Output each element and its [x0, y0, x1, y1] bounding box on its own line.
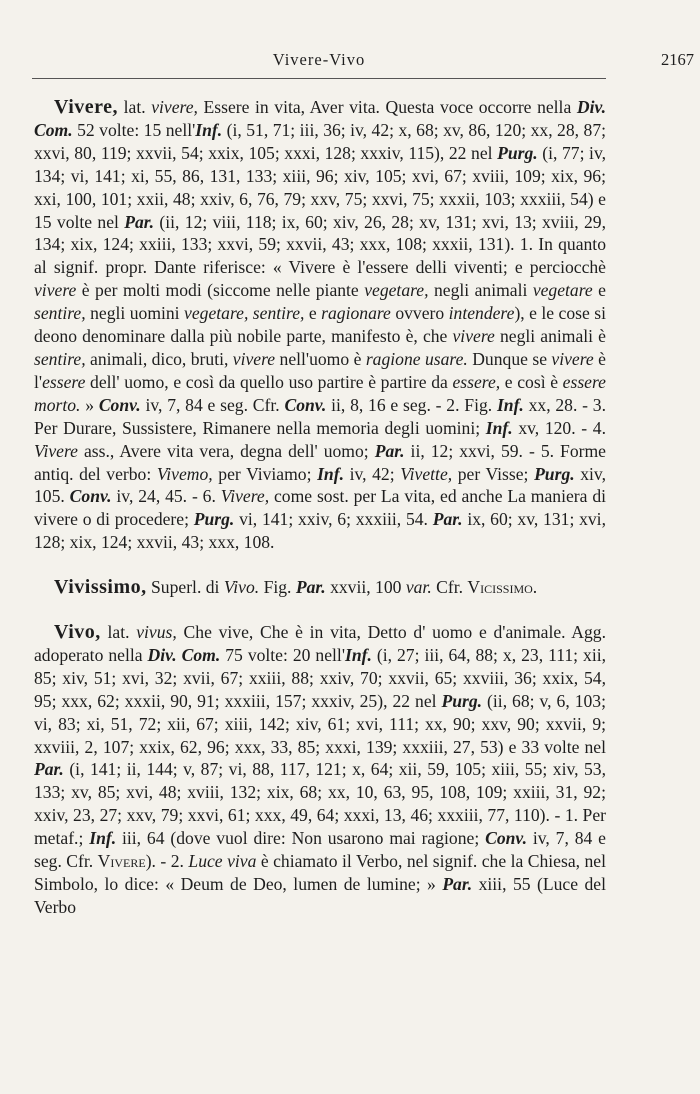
italic-term: Luce viva — [188, 851, 257, 872]
text-run: (ii, 68; v, 6, 103; vi, 83; xi, 51, 72; xii, 67; xiii, 142; xiv, 61; xvi, 111; xx, 90; xxv, 90; xxvii, 9; xxviii, 2, 107; xxix, 62, 96; xxx, 33, 85; xxxi, 139; xxxiii, 27, 53) e 33 volte nel — [34, 690, 606, 757]
text-run: come sost. per La vita, ed anche La maniera di vivere o di procedere; — [34, 486, 607, 530]
work-reference: Inf. — [317, 463, 344, 484]
italic-term: sentire, — [34, 348, 86, 369]
text-run: iv, 42; — [343, 463, 401, 484]
text-run: lat. — [118, 97, 152, 117]
text-run: nell'uomo è — [275, 348, 366, 369]
work-reference: Par. — [124, 211, 155, 232]
text-run: ix, 60; xv, 131; xvi, 128; xix, 124; xxvii, 43; xxx, 108. — [34, 509, 606, 553]
italic-term: Vivemo, — [156, 463, 213, 484]
italic-term: Vivo. — [223, 577, 260, 598]
text-run: dell' uomo, e così da quello uso partire è partire da — [85, 371, 453, 392]
italic-term: Vivere, — [220, 486, 270, 507]
text-run: xx, 28. - 3. Per Durare, Sussistere, Rimanere nella memoria degli uomini; — [34, 394, 607, 438]
italic-term: vivere — [34, 280, 77, 301]
text-run: xv, 120. - 4. — [512, 417, 606, 438]
page-header — [32, 50, 694, 79]
work-reference: Conv. — [485, 828, 527, 849]
work-reference: Inf. — [485, 417, 513, 438]
text-run: ), e le cose si deono denominare dalla più nobile parte, manifesto è, che — [34, 303, 606, 347]
work-reference: Conv. — [98, 394, 141, 415]
text-run: lat. — [100, 622, 137, 643]
text-run: iii, 64 (dove vuol dire: Non usarono mai ragione; — [116, 828, 486, 849]
work-reference: Inf. — [496, 394, 524, 415]
text-run: per Visse; — [452, 463, 535, 484]
cross-reference: Vicissimo. — [467, 577, 538, 598]
entry-body — [34, 97, 606, 552]
entry-vivissimo — [34, 576, 606, 599]
italic-term: ragione usare. — [365, 348, 468, 369]
italic-term: vegetare, sentire, — [184, 303, 305, 324]
entry-vivere — [34, 96, 606, 554]
work-reference: Inf. — [345, 644, 372, 665]
work-reference: Inf. — [89, 828, 117, 849]
headword: Vivere, — [54, 96, 119, 118]
text-run: ii, 8, 16 e seg. - 2. Fig. — [326, 394, 497, 415]
italic-term: intendere — [448, 303, 515, 324]
work-reference: Par. — [442, 874, 473, 894]
text-run: xxvii, 100 — [325, 577, 406, 598]
text-run: 52 volte: 15 nell' — [72, 119, 196, 140]
italic-term: vegetare, — [364, 280, 429, 301]
work-reference: Purg. — [441, 690, 483, 711]
text-run: Cfr. — [431, 577, 468, 598]
work-reference: Par. — [432, 509, 463, 530]
text-run: ovvero — [390, 303, 449, 324]
work-reference: Par. — [374, 440, 405, 461]
text-run: Dunque se — [467, 348, 552, 369]
italic-term: Vivette, — [400, 463, 453, 484]
text-run: iv, 7, 84 e seg. Cfr. — [34, 828, 606, 872]
text-run: e — [592, 280, 606, 301]
text-run: è l' — [34, 348, 606, 392]
italic-term: vivere — [452, 326, 495, 347]
italic-term: sentire, — [34, 303, 86, 324]
work-reference: Conv. — [284, 394, 327, 415]
text-run: (ii, 12; viii, 118; ix, 60; xiv, 26, 28; xv, 131; xvi, 13; xviii, 29, 134; xix, 124; xxiii, 133; xxvi, 59; xxvii, 43; xxx, 108; xxxii, 131). 1. In quanto al signif. propr. Dante riferisce: « Vivere è l'essere delli viventi; e perciocchè — [34, 211, 606, 278]
text-run: ass., Avere vita vera, degna dell' uomo; — [77, 440, 375, 461]
page-number: 2167 — [661, 50, 694, 69]
work-reference: Inf. — [195, 119, 223, 140]
text-run: (i, 27; iii, 64, 88; x, 23, 111; xii, 85; xiv, 51; xvi, 32; xvii, 67; xxiii, 88; xxiv, 70; xxvii, 65; xxviii, 36; xxix, 54, 95; xxx, 62; xxxii, 90, 91; xxxiii, 157; xxxiv, 25), 22 nel — [34, 644, 606, 711]
entry-body — [34, 622, 606, 917]
text-run: negli animali è — [494, 326, 606, 347]
italic-term: var. — [405, 577, 432, 598]
italic-term: vivus, — [136, 622, 177, 643]
text-run: Che vive, Che è in vita, Detto d' uomo e d'animale. Agg. adoperato nella — [34, 622, 606, 665]
work-reference: Par. — [34, 759, 64, 780]
text-run: ). - 2. — [145, 851, 189, 872]
text-run: (i, 77; iv, 134; vi, 141; xi, 55, 86, 131, 133; xiii, 96; xiv, 105; xvi, 67; xviii, 109; xix, 96; xxi, 100, 101; xxii, 48; xxiv, 6, 76, 79; xxv, 75; xxvi, 75; xxxii, 103; xxxiii, 54) e 15 volte nel — [34, 142, 606, 232]
work-reference: Div. Com. — [147, 644, 221, 665]
text-run: Fig. — [259, 577, 296, 598]
running-title: Vivere-Vivo — [272, 50, 366, 69]
text-run: e così è — [500, 371, 563, 392]
text-run: » — [80, 394, 99, 415]
text-run: xiv, 105. — [34, 463, 606, 507]
text-run: (i, 141; ii, 144; v, 87; vi, 88, 117, 121; x, 64; xii, 59, 105; xiii, 55; xiv, 53, 133; xv, 85; xvi, 48; xviii, 132; xix, 68; xx, 10, 63, 95, 108, 109; xxiii, 31, 92; xxiv, 23, 27; xxv, 79; xxvi, 61; xxx, 49, 64; xxxi, 13, 46; xxxiii, 77, 110). - 1. Per metaf.; — [34, 759, 606, 849]
cross-reference: Vivere — [97, 851, 146, 872]
text-run: e — [304, 303, 322, 324]
italic-term: Vivere — [34, 440, 78, 461]
headword: Vivo, — [54, 621, 101, 644]
headword: Vivissimo, — [54, 576, 147, 599]
italic-term: vivere, — [151, 97, 198, 117]
text-run: Superl. di — [146, 577, 224, 598]
work-reference: Conv. — [69, 486, 112, 507]
text-run: animali, dico, bruti, — [85, 348, 233, 369]
text-run: negli uomini — [85, 303, 185, 324]
work-reference: Div. Com. — [34, 97, 607, 140]
text-run: xiii, 55 (Luce del Verbo — [34, 874, 606, 917]
work-reference: Purg. — [497, 142, 538, 163]
text-run: iv, 24, 45. - 6. — [111, 486, 221, 507]
italic-term: vivere — [551, 348, 594, 369]
work-reference: Par. — [295, 577, 326, 598]
text-run: 75 volte: 20 nell' — [220, 644, 345, 665]
text-run: è chiamato il Verbo, nel signif. che la Chiesa, nel Simbolo, lo dice: « Deum de Deo, lumen de lumine; » — [34, 851, 606, 894]
italic-term: essere, — [452, 371, 501, 392]
work-reference: Purg. — [193, 509, 235, 530]
work-reference: Purg. — [534, 463, 575, 484]
italic-term: vivere — [232, 348, 276, 369]
text-run: (i, 51, 71; iii, 36; iv, 42; x, 68; xv, 86, 120; xx, 28, 87; xxvi, 80, 119; xxvii, 54; xxix, 105; xxxi, 128; xxxiv, 115), 22 nel — [34, 119, 607, 163]
text-run: vi, 141; xxiv, 6; xxxiii, 54. — [234, 509, 433, 530]
text-run: iv, 7, 84 e seg. Cfr. — [140, 394, 285, 415]
body-text — [34, 96, 606, 941]
italic-term: essere — [42, 371, 86, 392]
italic-term: essere morto. — [34, 371, 606, 415]
entry-body — [147, 577, 538, 597]
entry-vivo — [34, 621, 606, 919]
italic-term: ragionare — [321, 303, 391, 324]
text-run: Essere in vita, Aver vita. Questa voce occorre nella — [197, 97, 577, 117]
text-run: è per molti modi (siccome nelle piante — [76, 280, 365, 301]
text-run: ii, 12; xxvi, 59. - 5. Forme antiq. del verbo: — [34, 440, 606, 484]
text-run: negli animali — [428, 280, 533, 301]
text-run: per Viviamo; — [212, 463, 318, 484]
italic-term: vegetare — [532, 280, 593, 301]
